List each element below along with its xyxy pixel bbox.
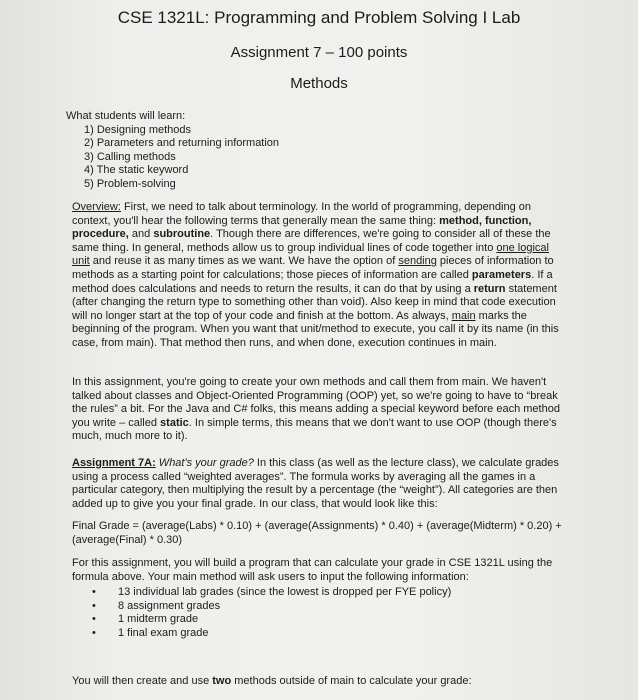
overview-text: . If a method does calculations and needs to return the results, it can do that by using a [72,268,553,295]
assignment-7a-label: Assignment 7A: [72,457,156,469]
learning-item: 1) Designing methods [84,123,192,136]
assignment-title: Assignment 7 – 100 points [230,44,408,61]
assignment-intro-paragraph [72,376,566,444]
closing-text: You will then create and use [72,675,213,687]
overview-text: statement (after changing the return type to something other than void). Also keep in mind that code execution will no longer start at the top of your code and finish at the bottom. As always, [72,282,557,322]
overview-label: Overview: [72,201,121,213]
underline-logical-unit: one logical unit [72,241,549,268]
assignment-7a-paragraph [72,457,566,511]
learning-heading: What students will learn: [66,110,186,122]
assignment-7a-question: What's your grade? [155,457,254,469]
learning-item: 5) Problem-solving [84,177,176,190]
build-text: For this assignment, you will build a program that can calculate your grade in CSE 1321L using the formula above. Your main method will ask users to input the following information: [72,557,553,583]
course-title: CSE 1321L: Programming and Problem Solving I Lab [117,8,521,27]
overview-text: First, we need to talk about terminology. In the world of programming, depending on context, you'll hear the following terms that generally mean the same thing: [72,201,531,227]
topic-title: Methods [290,75,348,92]
intro-text: In this assignment, you're going to create your own methods and call them from main. We haven't talked about classes and Object-Oriented Programming (OOP) yet, so we're going to have to “break the rules” a bit. For the Java and C# folks, this means adding a special keyword before each method you write – called [72,376,560,429]
build-paragraph [72,557,566,641]
learning-item: 3) Calling methods [84,150,176,163]
list-item: • 8 assignment grades [90,600,566,614]
intro-text: . In simple terms, this means that we don't want to use OOP (though there's much, much more to it). [72,416,557,443]
overview-text: . Though there are differences, we're going to consider all of these the same thing. In general, methods allow us to group individual lines of code together into [72,228,551,254]
closing-paragraph [72,675,566,689]
keyword-two: two [212,675,232,687]
learning-item: 4) The static keyword [84,164,189,177]
list-item: • 1 midterm grade [90,613,566,627]
overview-text: pieces of information to methods as a starting point for calculations; those pieces of information are called [72,255,554,281]
learning-item: 2) Parameters and returning information [84,137,280,150]
input-list [72,586,566,640]
keyword-terms: method, function, procedure, [72,214,532,241]
keyword-static: static [160,416,189,429]
grade-formula: Final Grade = (average(Labs) * 0.10) + (average(Assignments) * 0.40) + (average(Midterm) * 0.20) + (average(Final) * 0.30) [72,520,562,546]
overview-text: and reuse it as many times as we want. We have the option of [89,255,399,268]
overview-text: and [128,228,154,241]
keyword-subroutine: subroutine [153,228,211,241]
assignment-7a-text: In this class (as well as the lecture class), we calculate grades using a process called “weighted averages”. The formula works by averaging all the games in a particular category, then multiplying the result by a percentage (the “weight”). All categories are then added up to give you your final grade. In our class, that would look like this: [72,457,559,510]
overview-paragraph [72,201,566,351]
closing-text: methods outside of main to calculate your grade: [231,675,472,687]
underline-sending: sending [398,255,437,268]
keyword-return: return [473,282,506,295]
list-item: • 1 final exam grade [90,627,566,641]
learning-list [66,124,566,192]
underline-main: main [451,309,476,322]
learning-objectives [66,110,566,192]
list-item: • 13 individual lab grades (since the lowest is dropped per FYE policy) [90,586,566,600]
overview-text: marks the beginning of the program. When you want that unit/method to execute, you call it by its name (in this case, from main). That method then runs, and when done, execution continues in main. [72,309,559,349]
keyword-parameters: parameters [471,268,532,281]
